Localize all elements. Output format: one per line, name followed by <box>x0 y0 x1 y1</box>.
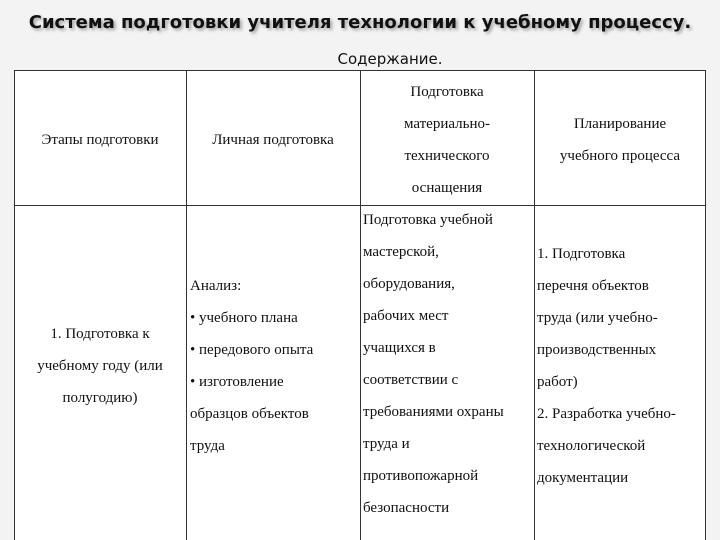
text-line: образцов объектов <box>190 406 309 422</box>
bullet-item: • учебного плана <box>190 302 360 334</box>
page-subtitle: Содержание. <box>337 50 443 68</box>
page-title: Система подготовки учителя технологии к учебному процессу. <box>28 12 692 33</box>
header-material: Подготовка материально- технического оснащения <box>403 84 491 196</box>
material-cell: Подготовка учебной мастерской, оборудования, рабочих мест учащихся в соответствии с требованиями охраны труда и противопожарной безопасности <box>363 212 504 516</box>
text-line: труда <box>190 438 225 454</box>
planning-cell: 1. Подготовка перечня объектов труда (или учебно- производственных работ) 2. Разработка учебно- технологической документации <box>537 246 676 486</box>
bullet-item: • изготовление <box>190 366 360 398</box>
header-planning: Планирование учебного процесса <box>559 116 681 164</box>
analysis-heading: Анализ: <box>190 278 242 294</box>
preparation-table <box>14 70 706 540</box>
header-stages: Этапы подготовки <box>41 132 159 148</box>
stage-cell: 1. Подготовка к учебному году (или полугодию) <box>37 326 163 406</box>
header-personal: Личная подготовка <box>212 132 334 148</box>
bullet-item: • передового опыта <box>190 334 360 366</box>
personal-cell <box>190 270 360 462</box>
